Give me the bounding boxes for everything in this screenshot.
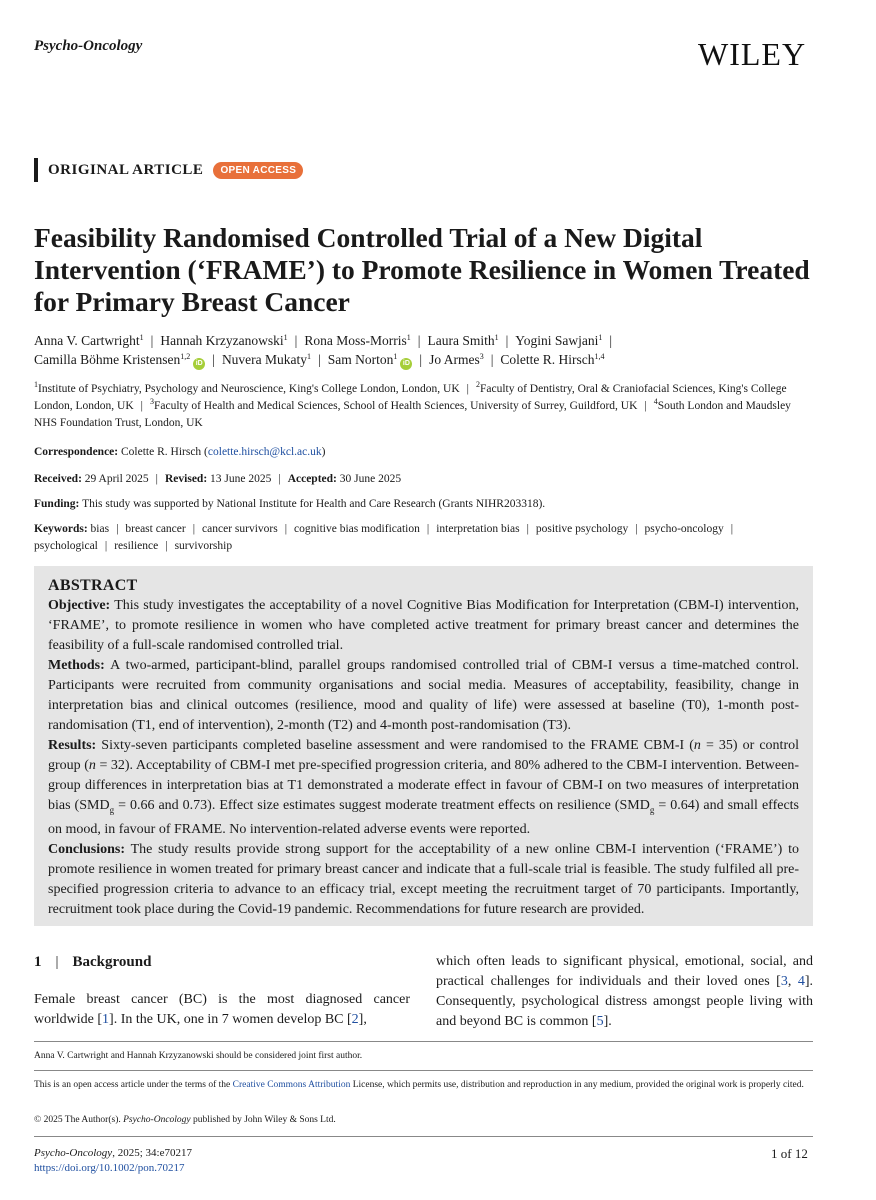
section-heading: 1 | Background	[34, 954, 152, 970]
body-column-left	[34, 952, 410, 1030]
footnote-rule	[34, 1041, 813, 1042]
keyword[interactable]: psycho-oncology	[644, 523, 724, 535]
affiliations: $^1$Institute of Psychiatry, Psychology and Neuroscience, King's College London, London, UK | $^2$Faculty of Dentistry, Oral & Craniofacial Sciences, King's College London, London, UK | $^3$Faculty of Health and Medical Sciences, School of Health Sciences, University of Surrey, Guildford, UK | $^4$South London and Maudsley NHS Foundation Trust, London, UK	[34, 380, 791, 429]
reference-link[interactable]: 4	[797, 974, 805, 989]
keyword[interactable]: cognitive bias modification	[294, 523, 420, 535]
footer-citation: Psycho-Oncology, 2025; 34:e70217 https://doi.org/10.1002/pon.70217	[34, 1147, 192, 1174]
body-paragraph: Female breast cancer (BC) is the most diagnosed cancer worldwide [1]. In the UK, one in 7 women develop BC [2],	[34, 992, 410, 1027]
reference-link[interactable]: 1	[102, 1012, 110, 1027]
abstract-box	[34, 566, 813, 926]
open-access-badge: OPEN ACCESS	[213, 162, 303, 179]
joint-author-note: Anna V. Cartwright and Hannah Krzyzanowski should be considered joint first author.	[34, 1051, 363, 1061]
license-link[interactable]: Creative Commons Attribution	[232, 1080, 351, 1090]
author[interactable]: Anna V. Cartwright$^1$	[34, 333, 144, 348]
journal-name: Psycho-Oncology	[34, 38, 143, 54]
abstract-objective: Objective: This study investigates the acceptability of a novel Cognitive Bias Modification for Interpretation (CBM-I) intervention, ‘FRAME’, to promote resilience in women who have completed active treatment for primary breast cancer and determines the feasibility of a full-scale randomised controlled trial.	[48, 598, 799, 653]
publisher-logo: WILEY	[698, 36, 807, 72]
keyword[interactable]: cancer survivors	[202, 523, 278, 535]
author-list: Anna V. Cartwright$^1$ | Hannah Krzyzanowski$^1$ | Rona Moss-Morris$^1$ | Laura Smith$^1$ | Yogini Sawjani$^1$ | Camilla Böhme Kristensen$^{1,2}$iD | Nuvera Mukaty$^1$ | Sam Norton$^1$iD | Jo Armes$^3$ | Colette R. Hirsch$^{1,4}$	[34, 331, 834, 370]
orcid-icon[interactable]: iD	[193, 358, 205, 370]
author[interactable]: Colette R. Hirsch$^{1,4}$	[500, 352, 605, 367]
article-type	[34, 158, 303, 182]
keyword[interactable]: resilience	[114, 540, 159, 552]
author[interactable]: Laura Smith$^1$	[427, 333, 499, 348]
footnote-rule	[34, 1070, 813, 1071]
author[interactable]: Jo Armes$^3$	[429, 352, 484, 367]
author[interactable]: Sam Norton$^1$	[327, 352, 398, 367]
keyword[interactable]: positive psychology	[535, 523, 629, 535]
reference-link[interactable]: 3	[780, 974, 788, 989]
abstract-results: Results: Sixty-seven participants completed baseline assessment and were randomised to the FRAME CBM-I (n = 35) or control group (n = 32). Acceptability of CBM-I met pre-specified progression criteria, and 80% adhered to the CBM-I intervention. Between-group differences in interpretation bias at T1 demonstrated a moderate effect in favour of CBM-I on two measures of interpretation bias ($SMD_g = 0.66$ and 0.73). Effect size estimates suggest moderate treatment effects on resilience $(SMD_g = 0.64)$ and small effects on mood, in favour of FRAME. No intervention-related adverse events were reported.	[48, 738, 800, 837]
orcid-icon[interactable]: iD	[400, 358, 412, 370]
license-note: This is an open access article under the terms of the Creative Commons Attribution License, which permits use, distribution and reproduction in any medium, provided the original work is properly cited.	[34, 1080, 804, 1090]
keyword[interactable]: interpretation bias	[436, 523, 520, 535]
author[interactable]: Hannah Krzyzanowski$^1$	[160, 333, 288, 348]
article-type-label: ORIGINAL ARTICLE	[48, 161, 204, 178]
keywords: Keywords: bias | breast cancer | cancer survivors | cognitive bias modification | interpretation bias | positive psychology | psycho-oncology | psychological | resilience | survivorship	[34, 523, 734, 552]
copyright-note: © 2025 The Author(s). Psycho-Oncology published by John Wiley & Sons Ltd.	[34, 1115, 336, 1125]
keyword[interactable]: bias	[90, 523, 110, 535]
reference-link[interactable]: 2	[351, 1012, 359, 1027]
email-link[interactable]: colette.hirsch@kcl.ac.uk	[207, 446, 322, 458]
abstract-methods: Methods: A two-armed, participant-blind, parallel groups randomised controlled trial of CBM-I versus a time-matched control. Participants were recruited from community organisations and social media. Measures of acceptability, feasibility, change in interpretation bias and clinical outcomes (resilience, mood and quality of life) were assessed at baseline (T0), 1-month post-randomisation (T1, end of intervention), 2-month (T2) and 4-month post-randomisation (T3).	[48, 658, 799, 733]
correspondence: Correspondence: Colette R. Hirsch (colette.hirsch@kcl.ac.uk)	[34, 446, 326, 458]
page-number: 1 of 12	[771, 1146, 808, 1161]
body-column-right: which often leads to significant physical, emotional, social, and practical challenges for individuals and their loved ones [3, 4]. Consequently, psychological distress amongst people living with and beyond BC is common [5].	[436, 954, 813, 1029]
doi-link[interactable]: https://doi.org/10.1002/pon.70217	[34, 1162, 185, 1174]
keyword[interactable]: breast cancer	[125, 523, 186, 535]
abstract-conclusions: Conclusions: The study results provide strong support for the acceptability of a new online CBM-I intervention (‘FRAME’) to promote resilience in women treated for primary breast cancer and indicate that a full-scale trial is feasible. The study fulfiled all pre-specified progression criteria to advance to an efficacy trial, except meeting the recruitment target of 70 participants. Importantly, recruitment took place during the Covid-19 pandemic. Recommendations for future research are provided.	[48, 841, 799, 917]
author[interactable]: Yogini Sawjani$^1$	[515, 333, 603, 348]
author[interactable]: Camilla Böhme Kristensen$^{1,2}$	[34, 352, 191, 367]
keyword[interactable]: survivorship	[174, 540, 233, 552]
funding: Funding: This study was supported by National Institute for Health and Care Research (Grants NIHR203318).	[34, 498, 546, 510]
author[interactable]: Nuvera Mukaty$^1$	[221, 352, 312, 367]
footer-rule	[34, 1136, 813, 1137]
abstract-heading: ABSTRACT	[48, 577, 138, 594]
reference-link[interactable]: 5	[596, 1014, 604, 1029]
article-type-bar	[34, 158, 38, 182]
keyword[interactable]: psychological	[34, 540, 98, 552]
article-dates: Received: 29 April 2025 | Revised: 13 June 2025 | Accepted: 30 June 2025	[34, 473, 402, 485]
article-title: Feasibility Randomised Controlled Trial of a New Digital Intervention (‘FRAME’) to Promote Resilience in Women Treated for Primary Breast Cancer	[34, 222, 810, 317]
author[interactable]: Rona Moss-Morris$^1$	[304, 333, 411, 348]
